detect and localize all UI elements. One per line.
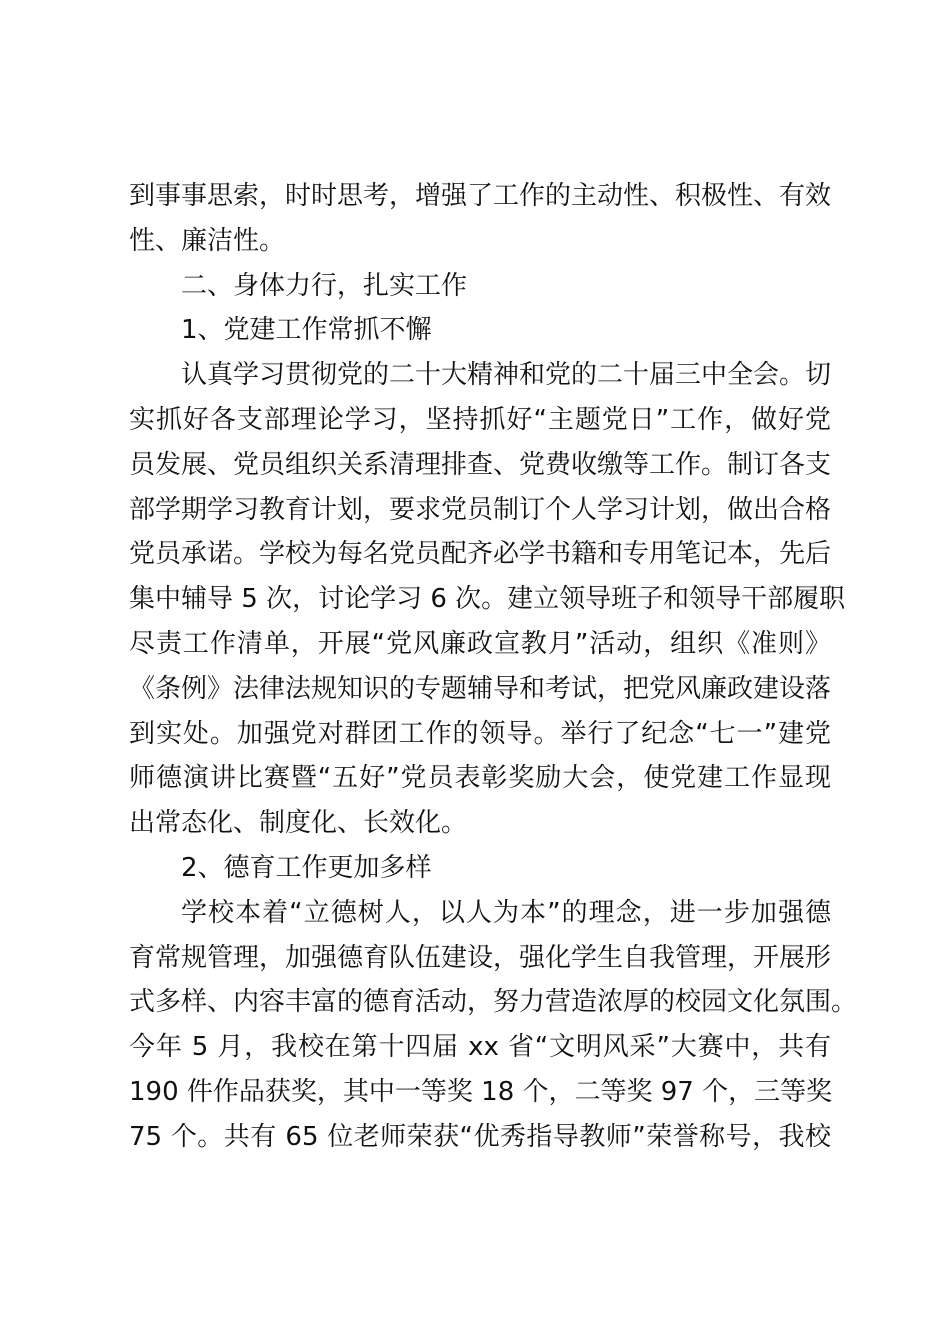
body-text-line: 师德演讲比赛暨“五好”党员表彰奖励大会，使党建工作显现	[129, 763, 831, 794]
body-text-line: 育常规管理，加强德育队伍建设，强化学生自我管理，开展形	[129, 942, 832, 973]
body-text-line: 尽责工作清单，开展“党风廉政宣教月”活动，组织《准则》	[129, 628, 831, 659]
body-text-line: 出常态化、制度化、长效化。	[129, 808, 468, 839]
body-text-line: 式多样、内容丰富的德育活动，努力营造浓厚的校园文化氛围。	[129, 987, 858, 1018]
body-text-line: 今年 5 月，我校在第十四届 xx 省“文明风采”大赛中，共有	[129, 1032, 831, 1063]
body-text-line: 集中辅导 5 次，讨论学习 6 次。建立领导班子和领导干部履职	[129, 584, 846, 615]
body-text-line: 党员承诺。学校为每名党员配齐必学书籍和专用笔记本，先后	[129, 539, 832, 570]
body-text-line: 认真学习贯彻党的二十大精神和党的二十届三中全会。切	[181, 360, 832, 391]
body-text-line: 到实处。加强党对群团工作的领导。举行了纪念“七一”建党	[129, 718, 831, 749]
section-heading: 二、身体力行，扎实工作	[181, 270, 468, 301]
body-text-line: 《条例》法律法规知识的专题辅导和考试，把党风廉政建设落	[129, 673, 832, 704]
body-text-line: 员发展、党员组织关系清理排查、党费收缴等工作。制订各支	[129, 449, 832, 480]
body-text-line: 190 件作品获奖，其中一等奖 18 个，二等奖 97 个，三等奖	[129, 1076, 833, 1107]
document-body	[129, 174, 858, 1160]
subsection-heading: 1、党建工作常抓不懈	[181, 315, 432, 346]
body-text-line: 性、廉洁性。	[129, 225, 286, 256]
body-text-line: 到事事思索，时时思考，增强了工作的主动性、积极性、有效	[129, 181, 832, 211]
subsection-heading: 2、德育工作更加多样	[181, 852, 432, 883]
body-text-line: 学校本着“立德树人，以人为本”的理念，进一步加强德	[181, 897, 831, 928]
body-text-line: 部学期学习教育计划，要求党员制订个人学习计划，做出合格	[129, 494, 832, 525]
body-text-line: 实抓好各支部理论学习，坚持抓好“主题党日”工作，做好党	[129, 404, 831, 435]
body-text-line: 75 个。共有 65 位老师荣获“优秀指导教师”荣誉称号，我校	[129, 1121, 831, 1152]
